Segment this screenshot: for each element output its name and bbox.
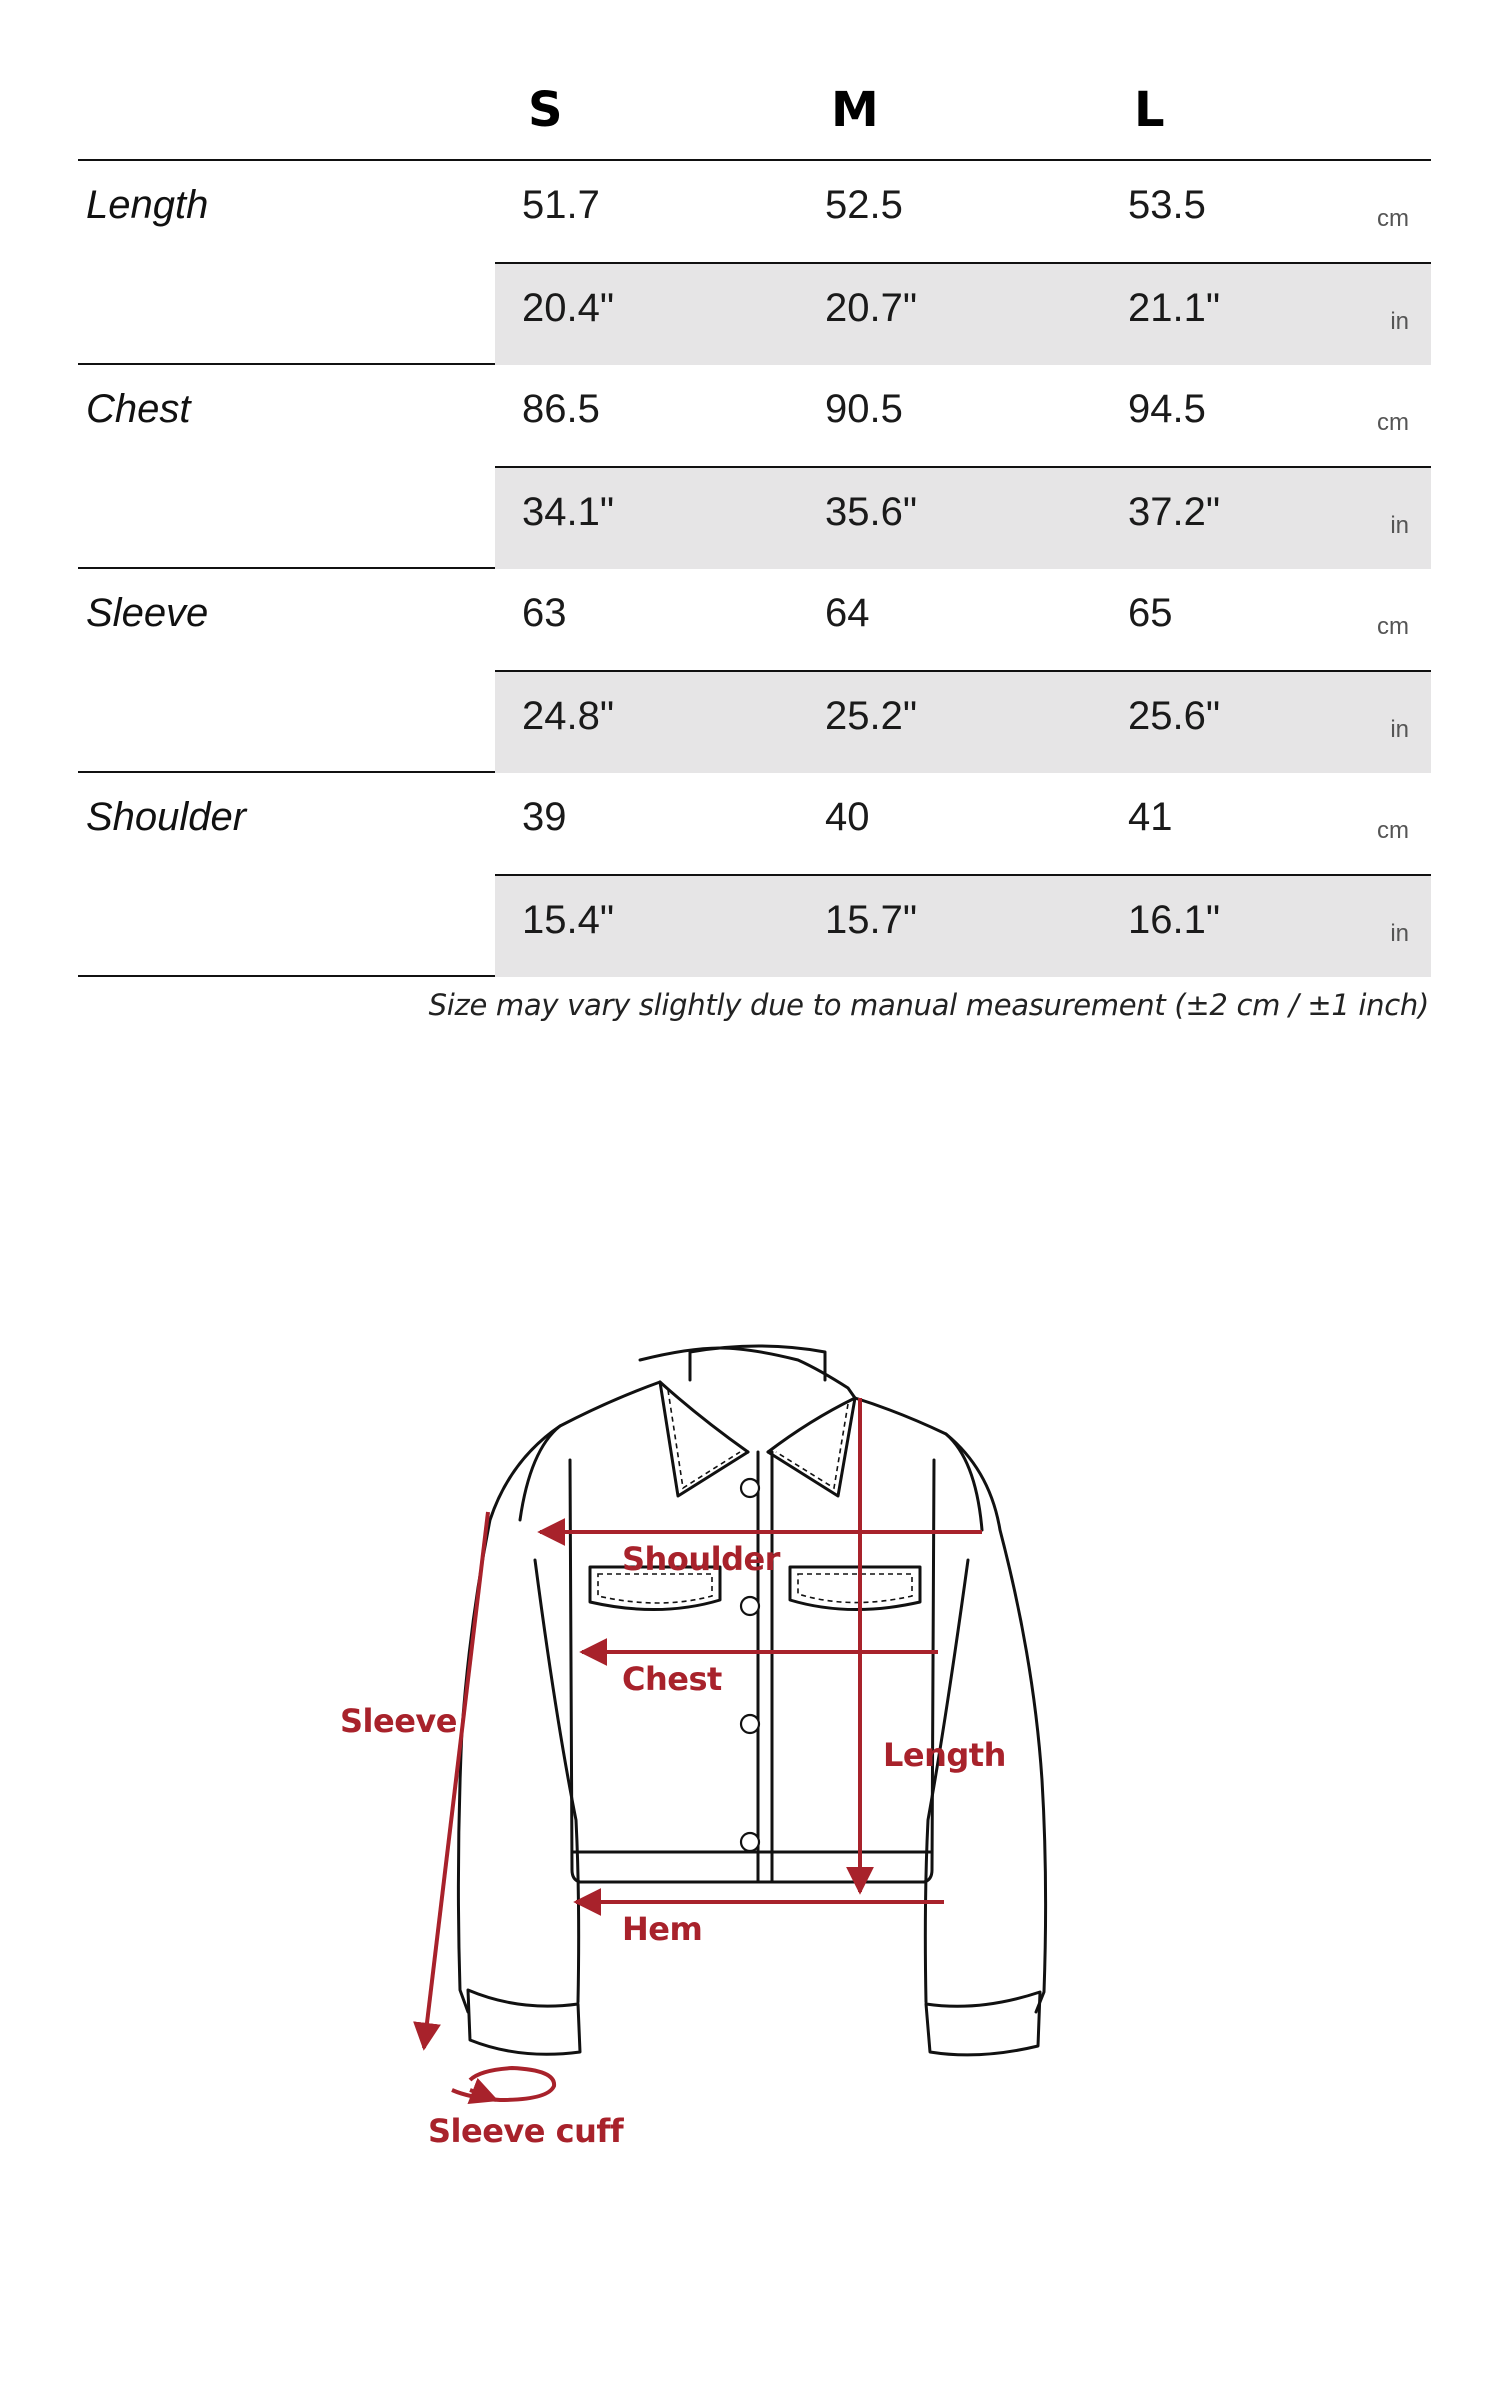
sleeve-arrow bbox=[424, 1512, 488, 2048]
value-s-cm: 63 bbox=[522, 591, 567, 635]
unit-in: in bbox=[1390, 512, 1409, 539]
right-sleeve-outer bbox=[946, 1434, 1046, 2012]
value-m-in: 20.7" bbox=[825, 286, 918, 330]
size-header-l: L bbox=[1134, 82, 1165, 138]
right-collar bbox=[768, 1398, 855, 1496]
left-shoulder-line bbox=[520, 1382, 660, 1520]
collar-back bbox=[640, 1348, 855, 1398]
button-icon bbox=[741, 1715, 759, 1733]
value-s-cm: 86.5 bbox=[522, 387, 600, 431]
value-l-cm: 94.5 bbox=[1128, 387, 1206, 431]
cm-row bbox=[495, 365, 1431, 466]
value-m-cm: 40 bbox=[825, 795, 870, 839]
value-l-cm: 65 bbox=[1128, 591, 1173, 635]
button-icon bbox=[741, 1479, 759, 1497]
value-m-in: 35.6" bbox=[825, 490, 918, 534]
value-l-in: 25.6" bbox=[1128, 694, 1221, 738]
value-m-cm: 64 bbox=[825, 591, 870, 635]
measurement-name: Sleeve bbox=[86, 591, 209, 635]
value-s-in: 34.1" bbox=[522, 490, 615, 534]
inch-row bbox=[495, 466, 1431, 569]
unit-cm: cm bbox=[1377, 409, 1409, 436]
value-l-in: 21.1" bbox=[1128, 286, 1221, 330]
unit-cm: cm bbox=[1377, 205, 1409, 232]
unit-in: in bbox=[1390, 716, 1409, 743]
buttons bbox=[741, 1479, 759, 1851]
size-chart-table bbox=[78, 70, 1431, 977]
value-l-cm: 41 bbox=[1128, 795, 1173, 839]
value-l-cm: 53.5 bbox=[1128, 183, 1206, 227]
value-s-in: 20.4" bbox=[522, 286, 615, 330]
jacket-illustration bbox=[0, 1300, 1500, 2200]
cm-row bbox=[495, 161, 1431, 262]
measurement-name: Shoulder bbox=[86, 795, 247, 839]
value-s-in: 24.8" bbox=[522, 694, 615, 738]
inch-row bbox=[495, 262, 1431, 365]
button-icon bbox=[741, 1597, 759, 1615]
left-collar bbox=[660, 1382, 748, 1496]
left-collar-edge bbox=[660, 1382, 748, 1452]
value-m-in: 15.7" bbox=[825, 898, 918, 942]
cm-row bbox=[495, 773, 1431, 874]
measurement-length bbox=[78, 161, 1431, 365]
unit-cm: cm bbox=[1377, 613, 1409, 640]
label-sleeve: Sleeve bbox=[340, 1702, 457, 1740]
measurement-name: Chest bbox=[86, 387, 191, 431]
left-cuff bbox=[468, 1990, 580, 2054]
inch-row bbox=[495, 874, 1431, 977]
unit-cm: cm bbox=[1377, 817, 1409, 844]
jacket-outline bbox=[458, 1346, 1045, 2055]
measurement-chest bbox=[78, 365, 1431, 569]
value-l-in: 16.1" bbox=[1128, 898, 1221, 942]
button-icon bbox=[741, 1833, 759, 1851]
left-sleeve-outer bbox=[458, 1426, 560, 2012]
measurement-shoulder bbox=[78, 773, 1431, 977]
value-l-in: 37.2" bbox=[1128, 490, 1221, 534]
label-chest: Chest bbox=[622, 1660, 722, 1698]
label-hem: Hem bbox=[622, 1910, 703, 1948]
unit-in: in bbox=[1390, 308, 1409, 335]
unit-in: in bbox=[1390, 920, 1409, 947]
size-header-s: S bbox=[528, 82, 563, 138]
cm-row bbox=[495, 569, 1431, 670]
measurement-name: Length bbox=[86, 183, 209, 227]
value-m-cm: 52.5 bbox=[825, 183, 903, 227]
right-shoulder-line bbox=[855, 1398, 982, 1530]
measurement-sleeve bbox=[78, 569, 1431, 773]
size-header-row bbox=[78, 70, 1431, 161]
jacket-measurement-diagram bbox=[0, 1300, 1500, 2200]
measurement-footnote: Size may vary slightly due to manual measurement (±2 cm / ±1 inch) bbox=[428, 988, 1429, 1022]
right-cuff bbox=[926, 1992, 1040, 2055]
value-m-in: 25.2" bbox=[825, 694, 918, 738]
label-shoulder: Shoulder bbox=[622, 1540, 780, 1578]
inch-row bbox=[495, 670, 1431, 773]
value-s-in: 15.4" bbox=[522, 898, 615, 942]
value-s-cm: 51.7 bbox=[522, 183, 600, 227]
sleeve-cuff-arc bbox=[452, 2068, 554, 2100]
value-s-cm: 39 bbox=[522, 795, 567, 839]
size-header-m: M bbox=[831, 82, 879, 138]
placket bbox=[758, 1452, 772, 1882]
value-m-cm: 90.5 bbox=[825, 387, 903, 431]
label-sleeve-cuff: Sleeve cuff bbox=[428, 2112, 624, 2150]
label-length: Length bbox=[883, 1736, 1006, 1774]
